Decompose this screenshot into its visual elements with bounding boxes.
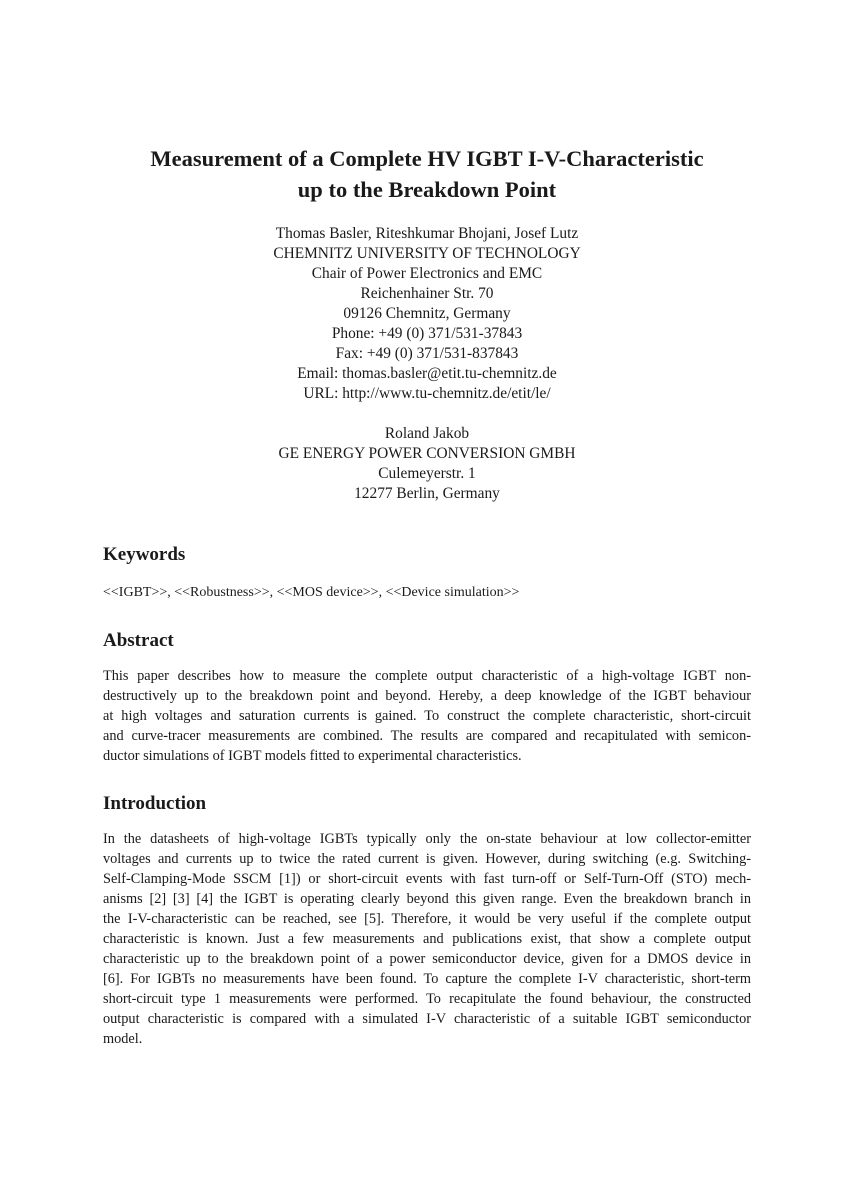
city-address: 12277 Berlin, Germany	[354, 485, 500, 502]
abstract-paragraph	[103, 666, 751, 766]
abstract-line: at high voltages and saturation currents is gained. To construct the complete characteristic, short-circuit	[103, 708, 751, 724]
city-address: 09126 Chemnitz, Germany	[343, 305, 511, 322]
abstract-line: This paper describes how to measure the complete output characteristic of a high-voltage IGBT non-	[103, 668, 751, 684]
keywords-heading: Keywords	[103, 544, 186, 565]
introduction-paragraph	[103, 829, 751, 1049]
introduction-line: anisms [2] [3] [4] the IGBT is operating clearly beyond this given range. Even the breakdown branch in	[103, 891, 751, 907]
title-line: Measurement of a Complete HV IGBT I-V-Characteristic	[150, 146, 704, 171]
author-names: Thomas Basler, Riteshkumar Bhojani, Josef Lutz	[275, 225, 579, 242]
abstract-line: ductor simulations of IGBT models fitted to experimental characteristics.	[103, 748, 522, 764]
introduction-line: short-circuit type 1 measurements were performed. To recapitulate the found behaviour, the constructed	[103, 991, 751, 1007]
phone-number: Phone: +49 (0) 371/531-37843	[331, 325, 523, 342]
second-author-affiliation-block	[103, 424, 751, 504]
introduction-line: model.	[103, 1031, 143, 1047]
introduction-line: [6]. For IGBTs no measurements have been found. To capture the complete I-V characteristic, short-term	[103, 971, 751, 987]
department: Chair of Power Electronics and EMC	[311, 265, 543, 282]
introduction-line: characteristic up to the breakdown point of a power semiconductor device, given for a DMOS device in	[103, 951, 751, 967]
institution: CHEMNITZ UNIVERSITY OF TECHNOLOGY	[273, 245, 581, 262]
introduction-line: output characteristic is compared with a simulated I-V characteristic of a suitable IGBT semiconductor	[103, 1011, 751, 1027]
author-name: Roland Jakob	[384, 425, 470, 442]
abstract-line: and curve-tracer measurements are combined. The results are compared and recapitulated with semicon-	[103, 728, 751, 744]
introduction-line: voltages and currents up to twice the rated current is given. However, during switching (e.g. Switching-	[103, 851, 751, 867]
company: GE ENERGY POWER CONVERSION GMBH	[278, 445, 576, 462]
introduction-heading: Introduction	[103, 793, 207, 814]
introduction-line: In the datasheets of high-voltage IGBTs typically only the on-state behaviour at low collector-emitter	[103, 831, 751, 847]
paper-title	[103, 143, 751, 205]
title-line: up to the Breakdown Point	[297, 177, 557, 202]
introduction-line: the I-V-characteristic can be reached, see [5]. Therefore, it would be very useful if the complete output	[103, 911, 751, 927]
introduction-line: Self-Clamping-Mode SSCM [1]) or short-circuit events with fast turn-off or Self-Turn-Off (STO) mech-	[103, 871, 751, 887]
keywords-list: <<IGBT>>, <<Robustness>>, <<MOS device>>, <<Device simulation>>	[103, 585, 520, 600]
street-address: Reichenhainer Str. 70	[360, 285, 494, 302]
abstract-line: destructively up to the breakdown point and beyond. Hereby, a deep knowledge of the IGBT behaviour	[103, 688, 751, 704]
street-address: Culemeyerstr. 1	[378, 465, 476, 482]
fax-number: Fax: +49 (0) 371/531-837843	[335, 345, 519, 362]
url-link[interactable]: URL: http://www.tu-chemnitz.de/etit/le/	[303, 385, 551, 402]
abstract-heading: Abstract	[103, 630, 174, 651]
author-affiliation-block	[103, 224, 751, 404]
introduction-line: characteristic is known. Just a few measurements and publications exist, that show a complete output	[103, 931, 751, 947]
email-address[interactable]: Email: thomas.basler@etit.tu-chemnitz.de	[297, 365, 557, 382]
